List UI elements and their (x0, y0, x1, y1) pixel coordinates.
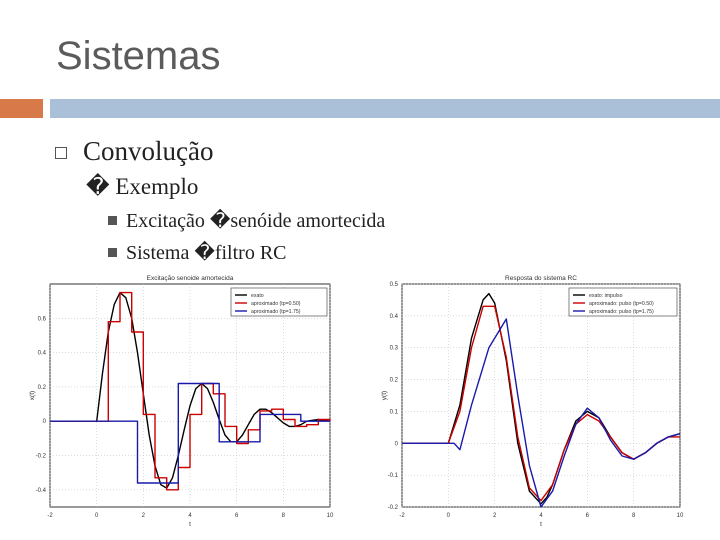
legend-label: aproximado (tp=0.50) (251, 301, 301, 307)
x-tick-label: 10 (326, 513, 334, 519)
y-tick-label: 0.1 (389, 409, 398, 416)
y-tick-label: 0.6 (37, 316, 46, 323)
bullet-level1-text: Convolução (83, 136, 214, 166)
y-tick-label: 0.4 (37, 350, 46, 357)
x-tick-label: -2 (47, 513, 53, 519)
x-axis-label: t (540, 521, 542, 528)
legend-label: aproximado: pulso (tp=1.75) (589, 309, 654, 315)
bullet-level3-item1-text: Excitação �senóide amortecida (126, 210, 386, 232)
x-tick-label: 10 (676, 513, 684, 519)
y-tick-label: 0.3 (389, 345, 398, 352)
excitation-chart (28, 270, 340, 530)
x-tick-label: 0 (446, 513, 451, 519)
y-tick-label: -0.4 (35, 487, 46, 494)
y-tick-label: -0.2 (387, 505, 398, 511)
x-tick-label: 6 (585, 513, 590, 519)
bullet-level2 (86, 174, 198, 200)
x-axis-label: t (189, 521, 191, 528)
x-tick-label: 0 (94, 513, 99, 519)
chart-title: Resposta do sistema RC (505, 275, 577, 282)
legend-label: aproximado (tp=1.75) (251, 309, 301, 315)
legend-label: exato (251, 293, 264, 299)
y-tick-label: 0.4 (389, 313, 398, 320)
accent-bar-orange (0, 99, 43, 118)
bullet-level2-marker: � (86, 174, 110, 199)
y-tick-label: -0.2 (35, 453, 46, 460)
square-bullet-icon (55, 147, 67, 159)
y-tick-label: 0.5 (389, 282, 398, 288)
x-tick-label: 4 (539, 513, 543, 519)
response-chart (372, 270, 692, 530)
y-axis-label: y(t) (381, 390, 388, 401)
accent-bar-gap (43, 99, 50, 118)
y-tick-label: 0.2 (37, 384, 46, 391)
x-tick-label: 2 (492, 513, 497, 519)
filled-square-bullet-icon (108, 248, 117, 257)
legend-label: aproximado: pulso (tp=0.50) (589, 301, 654, 307)
x-tick-label: 8 (631, 513, 636, 519)
bullet-level3-item2 (108, 240, 287, 265)
y-tick-label: 0 (394, 441, 398, 448)
y-tick-label: 0.2 (389, 377, 398, 384)
x-tick-label: 8 (281, 513, 286, 519)
x-tick-label: 6 (234, 513, 239, 519)
x-tick-label: 2 (141, 513, 146, 519)
bullet-level2-text: Exemplo (115, 174, 199, 199)
y-tick-label: -0.1 (387, 473, 398, 480)
bullet-level1 (55, 136, 213, 167)
bullet-level3-item1 (108, 208, 385, 233)
filled-square-bullet-icon (108, 216, 117, 225)
x-tick-label: -2 (399, 513, 405, 519)
bullet-level3-item2-text: Sistema �filtro RC (126, 242, 287, 264)
x-tick-label: 4 (188, 513, 192, 519)
slide-title: Sistemas (56, 34, 221, 78)
y-axis-label: x(t) (29, 390, 36, 401)
y-tick-label: 0 (42, 419, 46, 426)
accent-bar-blue (50, 99, 720, 118)
chart-title: Excitação senoide amortecida (146, 275, 234, 282)
legend-label: exato: impulso (589, 293, 623, 299)
